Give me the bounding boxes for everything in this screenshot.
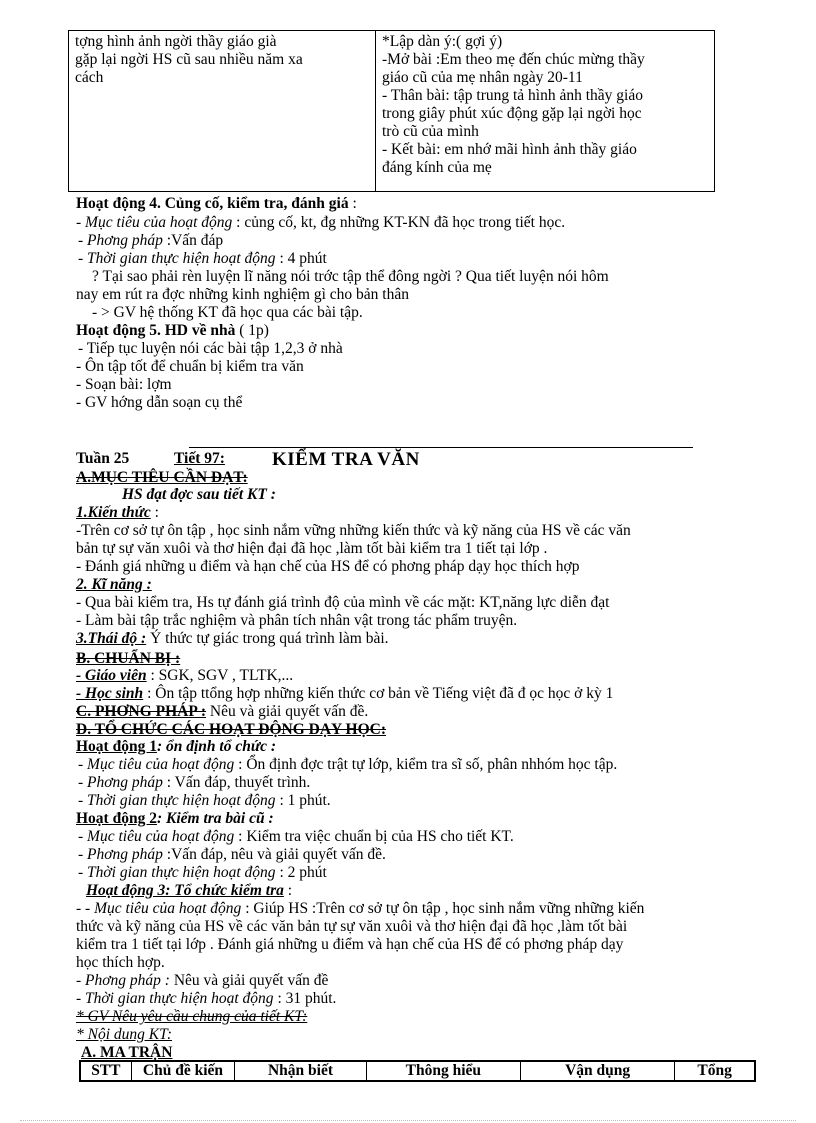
page-edge-dotted-line bbox=[20, 1120, 796, 1121]
kien-thuc-heading bbox=[76, 504, 159, 522]
separator-line bbox=[189, 447, 693, 448]
label: Phơng pháp bbox=[87, 232, 163, 249]
label: - Giáo viên bbox=[76, 667, 147, 684]
hd4-heading: Hoạt động 4. Củng cố, kiểm tra, đánh giá bbox=[76, 195, 349, 212]
hd4-heading-tail: : bbox=[348, 195, 357, 212]
text: : củng cố, kt, đg những KT-KN đã học trong tiết học. bbox=[232, 214, 566, 231]
title: : ổn định tổ chức : bbox=[156, 738, 277, 755]
text: : Giúp HS :Trên cơ sở tự ôn tập , học sinh nắm vững những kiến bbox=[241, 900, 645, 917]
text: : 4 phút bbox=[275, 250, 327, 267]
text: : Ôn tập ttổng hợp những kiến thức cơ bản về Tiếng việt đã đ ọc học ở kỳ 1 bbox=[143, 685, 614, 702]
table-cell-left bbox=[69, 31, 376, 192]
label: - Học sinh bbox=[76, 685, 144, 702]
lesson-title: KIỂM TRA VĂN bbox=[272, 449, 420, 470]
tail: : bbox=[150, 504, 159, 521]
label: Hoạt động 1 bbox=[76, 738, 157, 755]
hd4-phuong-phap: - Phơng pháp :Vấn đáp bbox=[78, 232, 224, 249]
label: - Phơng pháp : bbox=[76, 972, 170, 989]
hd5-item: - Tiếp tục luyện nói các bài tập 1,2,3 ở nhà bbox=[78, 340, 343, 357]
hd2-muc-tieu bbox=[78, 828, 514, 846]
hs-line bbox=[76, 685, 613, 703]
hd3-heading bbox=[86, 882, 292, 900]
hd3-muc-tieu-line: thức và kỹ năng của HS về các văn bản tự sự văn xuôi và thơ hiện đại đã học ,làm tốt bài bbox=[76, 918, 628, 935]
table-line: - Kết bài: em nhớ mãi hình ảnh thầy giáo bbox=[382, 141, 637, 158]
text: : Ổn định đợc trật tự lớp, kiểm tra sĩ số, phân nhhóm học tập. bbox=[234, 756, 618, 773]
hs-dat-heading: HS đạt đợc sau tiết KT : bbox=[122, 486, 276, 503]
text: : 2 phút bbox=[275, 864, 327, 881]
kien-thuc-line: bản tự sự văn xuôi và thơ hiện đại đã học ,làm tốt bài kiểm tra 1 tiết tại lớp . bbox=[76, 540, 548, 557]
matrix-header: Vận dụng bbox=[520, 1061, 674, 1081]
text: Ý thức tự giác trong quá trình làm bài. bbox=[146, 630, 389, 647]
table-line: giáo cũ của mẹ nhân ngày 20-11 bbox=[382, 69, 583, 86]
hd1-thoi-gian bbox=[78, 792, 331, 810]
table-line: gặp lại ngời HS cũ sau nhiều năm xa bbox=[75, 51, 303, 68]
hd3-muc-tieu-line: kiểm tra 1 tiết tại lớp . Đánh giá những u điểm và hạn chế của HS để có phơng pháp dạy bbox=[76, 936, 624, 953]
label: - Mục tiêu của hoạt động bbox=[78, 756, 235, 773]
hd1-phuong-phap bbox=[78, 774, 310, 792]
hd1-muc-tieu bbox=[78, 756, 617, 774]
hd4-question-1: ? Tại sao phải rèn luyện lĩ năng nói trớc tập thể đông ngời ? Qua tiết luyện nói hôm bbox=[92, 268, 609, 285]
noi-dung-line: * Nội dung KT: bbox=[76, 1026, 173, 1043]
label: 3.Thái độ : bbox=[76, 630, 147, 647]
hd5-item: - Soạn bài: lợm bbox=[76, 376, 172, 393]
table-line: tợng hình ảnh ngời thầy giáo già bbox=[75, 33, 277, 50]
section-c-line bbox=[76, 703, 368, 721]
text: : SGK, SGV , TLTK,... bbox=[146, 667, 294, 684]
matrix-header: Thông hiểu bbox=[366, 1061, 520, 1081]
label: - Mục tiêu của hoạt động bbox=[78, 828, 235, 845]
label: Hoạt động 3: Tổ chức kiểm tra bbox=[86, 882, 284, 899]
label: - Thời gian thực hiện hoạt động bbox=[78, 864, 276, 881]
label: - Thời gian thực hiện hoạt động bbox=[76, 990, 274, 1007]
label: Mục tiêu của hoạt động bbox=[85, 214, 233, 231]
hd4-question-2: nay em rút ra đợc những kinh nghiệm gì cho bản thân bbox=[76, 286, 409, 303]
hd5-item: - GV hớng dẫn soạn cụ thể bbox=[76, 394, 243, 411]
label: - Mục tiêu của hoạt động bbox=[85, 900, 242, 917]
hd2-thoi-gian bbox=[78, 864, 327, 882]
period-label: Tiết 97: bbox=[174, 450, 225, 467]
label: - Phơng pháp bbox=[78, 774, 163, 791]
label: - Phơng pháp bbox=[78, 846, 163, 863]
hd3-muc-tieu: - - Mục tiêu của hoạt động : Giúp HS :Trên cơ sở tự ôn tập , học sinh nắm vững những kiến bbox=[76, 900, 645, 917]
label: 1.Kiến thức bbox=[76, 504, 151, 521]
ki-nang-line: - Làm bài tập trắc nghiệm và phân tích nhân vật trong tác phẩm truyện. bbox=[76, 612, 518, 629]
thai-do-line bbox=[76, 630, 389, 648]
label: - Thời gian thực hiện hoạt động bbox=[78, 792, 276, 809]
section-b-heading: B. CHUẨN BỊ : bbox=[76, 650, 181, 667]
hd2-phuong-phap bbox=[78, 846, 386, 864]
kien-thuc-line: - Đánh giá những u điểm và hạn chế của HS để có phơng pháp dạy học thích hợp bbox=[76, 558, 580, 575]
text: : Vấn đáp, thuyết trình. bbox=[162, 774, 311, 791]
label: C. PHƠNG PHÁP : bbox=[76, 703, 207, 720]
ki-nang-heading: 2. Kĩ năng : bbox=[76, 576, 152, 593]
text: :Vấn đáp bbox=[162, 232, 224, 249]
text: : 1 phút. bbox=[275, 792, 331, 809]
table-cell-right bbox=[376, 31, 715, 192]
hd3-thoi-gian bbox=[76, 990, 336, 1008]
matrix-header: Chủ đề kiến bbox=[131, 1061, 235, 1081]
hd3-muc-tieu-line: học thích hợp. bbox=[76, 954, 165, 971]
section-d-heading: D. TỔ CHỨC CÁC HOẠT ĐỘNG DẠY HỌC: bbox=[76, 721, 387, 738]
label: Hoạt động 2 bbox=[76, 810, 157, 827]
ma-tran-heading: A. MA TRẬN bbox=[81, 1044, 173, 1061]
matrix-header-row bbox=[80, 1061, 755, 1081]
hd2-heading bbox=[76, 810, 274, 828]
kien-thuc-line: -Trên cơ sở tự ôn tập , học sinh nắm vững những kiến thức và kỹ năng của HS về các văn bbox=[76, 522, 631, 539]
tail: : bbox=[283, 882, 293, 899]
text: : 31 phút. bbox=[273, 990, 337, 1007]
matrix-header: Nhận biết bbox=[235, 1061, 366, 1081]
hd4-heading-line bbox=[76, 195, 357, 213]
matrix-table bbox=[79, 1060, 756, 1082]
hd5-heading: Hoạt động 5. HD về nhà bbox=[76, 322, 236, 339]
matrix-header: Tổng bbox=[675, 1061, 755, 1081]
table-line: -Mở bài :Em theo mẹ đến chúc mừng thầy bbox=[382, 51, 645, 68]
hd4-summary: - > GV hệ thống KT đã học qua các bài tập. bbox=[92, 304, 363, 321]
hd5-heading-line bbox=[76, 322, 269, 340]
title: : Kiểm tra bài cũ : bbox=[156, 810, 274, 827]
ki-nang-line: - Qua bài kiểm tra, Hs tự đánh giá trình độ của mình về các mặt: KT,năng lực diễn đạt bbox=[76, 594, 610, 611]
table-line: đáng kính của mẹ bbox=[382, 159, 492, 176]
label: Thời gian thực hiện hoạt động bbox=[87, 250, 276, 267]
table-line: trong giây phút xúc động gặp lại ngời học bbox=[382, 105, 642, 122]
gv-line bbox=[76, 667, 293, 685]
text: Nêu và giải quyết vấn đề bbox=[169, 972, 329, 989]
hd1-heading bbox=[76, 738, 276, 756]
hd3-phuong-phap bbox=[76, 972, 328, 990]
table-line: - Thân bài: tập trung tả hình ảnh thầy giáo bbox=[382, 87, 643, 104]
table-line: cách bbox=[75, 69, 104, 86]
text: :Vấn đáp, nêu và giải quyết vấn đề. bbox=[162, 846, 386, 863]
text: Nêu và giải quyết vấn đề. bbox=[206, 703, 369, 720]
week-label: Tuần 25 bbox=[76, 450, 130, 467]
hd5-item: - Ôn tập tốt để chuẩn bị kiểm tra văn bbox=[76, 358, 304, 375]
text: : Kiểm tra việc chuẩn bị của HS cho tiết KT. bbox=[234, 828, 514, 845]
section-a-heading: A.MỤC TIÊU CẦN ĐẠT: bbox=[76, 469, 248, 486]
hd5-heading-tail: ( 1p) bbox=[235, 322, 269, 339]
lesson-plan-table bbox=[68, 30, 715, 192]
table-line: *Lập dàn ý:( gợi ý) bbox=[382, 33, 503, 50]
table-line: trò cũ của mình bbox=[382, 123, 479, 140]
matrix-header: STT bbox=[80, 1061, 131, 1081]
hd4-thoi-gian: - Thời gian thực hiện hoạt động : 4 phút bbox=[78, 250, 327, 267]
gv-neu-line: * GV Nêu yêu cầu chung của tiết KT: bbox=[76, 1008, 308, 1025]
hd4-muc-tieu: - Mục tiêu của hoạt động : củng cố, kt, đg những KT-KN đã học trong tiết học. bbox=[76, 214, 566, 231]
